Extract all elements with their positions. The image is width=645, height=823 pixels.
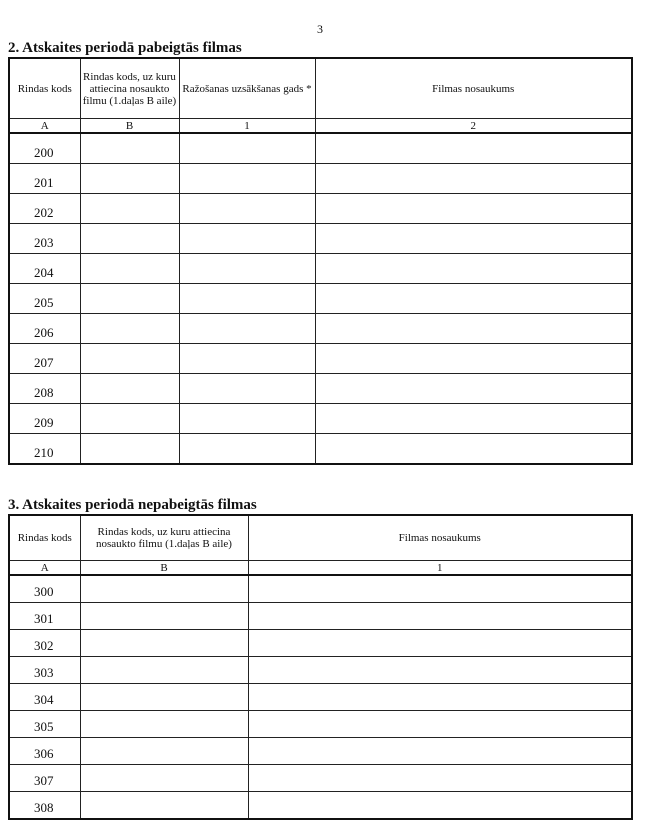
entry-cell[interactable] (80, 284, 179, 314)
table-row (9, 792, 632, 820)
table-row (9, 657, 632, 684)
row-code: 204 (9, 254, 80, 284)
table-row (9, 738, 632, 765)
entry-cell[interactable] (315, 133, 632, 164)
entry-cell[interactable] (179, 314, 315, 344)
table-row (9, 765, 632, 792)
col-letter: 1 (248, 561, 632, 576)
entry-cell[interactable] (80, 630, 248, 657)
row-code: 202 (9, 194, 80, 224)
table-row (9, 711, 632, 738)
entry-cell[interactable] (80, 711, 248, 738)
entry-cell[interactable] (80, 765, 248, 792)
entry-cell[interactable] (80, 603, 248, 630)
entry-cell[interactable] (179, 434, 315, 465)
row-code: 302 (9, 630, 80, 657)
table-row (9, 603, 632, 630)
row-code: 206 (9, 314, 80, 344)
col-letter: 1 (179, 119, 315, 134)
table-row (9, 254, 632, 284)
unfinished-films-table (8, 514, 633, 820)
table-row (9, 374, 632, 404)
col-letter: B (80, 119, 179, 134)
table-header-row (9, 58, 632, 119)
entry-cell[interactable] (80, 314, 179, 344)
entry-cell[interactable] (80, 254, 179, 284)
row-code: 305 (9, 711, 80, 738)
row-code: 306 (9, 738, 80, 765)
entry-cell[interactable] (179, 194, 315, 224)
entry-cell[interactable] (179, 254, 315, 284)
entry-cell[interactable] (248, 792, 632, 820)
entry-cell[interactable] (315, 374, 632, 404)
col-header-row-code: Rindas kods (9, 58, 80, 119)
column-letters-row (9, 561, 632, 576)
finished-films-table (8, 57, 633, 465)
entry-cell[interactable] (248, 630, 632, 657)
section-3-title: 3. Atskaites periodā nepabeigtās filmas (8, 497, 257, 513)
row-code: 207 (9, 344, 80, 374)
entry-cell[interactable] (179, 374, 315, 404)
entry-cell[interactable] (80, 164, 179, 194)
table-row (9, 314, 632, 344)
entry-cell[interactable] (179, 164, 315, 194)
col-letter: B (80, 561, 248, 576)
entry-cell[interactable] (248, 738, 632, 765)
table-row (9, 575, 632, 603)
table-header-row (9, 515, 632, 561)
row-code: 303 (9, 657, 80, 684)
row-code: 209 (9, 404, 80, 434)
entry-cell[interactable] (80, 374, 179, 404)
entry-cell[interactable] (179, 284, 315, 314)
row-code: 308 (9, 792, 80, 820)
entry-cell[interactable] (248, 711, 632, 738)
entry-cell[interactable] (315, 194, 632, 224)
table-row (9, 284, 632, 314)
entry-cell[interactable] (248, 657, 632, 684)
row-code: 201 (9, 164, 80, 194)
table-row (9, 344, 632, 374)
entry-cell[interactable] (80, 434, 179, 465)
entry-cell[interactable] (315, 314, 632, 344)
col-header-production-year: Ražošanas uzsākšanas gads * (179, 58, 315, 119)
table-row (9, 684, 632, 711)
entry-cell[interactable] (80, 792, 248, 820)
entry-cell[interactable] (248, 603, 632, 630)
table-row (9, 434, 632, 465)
entry-cell[interactable] (315, 164, 632, 194)
entry-cell[interactable] (315, 344, 632, 374)
col-letter: A (9, 561, 80, 576)
table-row (9, 224, 632, 254)
section-2-title: 2. Atskaites periodā pabeigtās filmas (8, 40, 242, 56)
entry-cell[interactable] (315, 404, 632, 434)
table-row (9, 164, 632, 194)
table-row (9, 194, 632, 224)
col-header-film-title: Filmas nosaukums (315, 58, 632, 119)
row-code: 203 (9, 224, 80, 254)
entry-cell[interactable] (248, 684, 632, 711)
entry-cell[interactable] (179, 133, 315, 164)
entry-cell[interactable] (179, 404, 315, 434)
entry-cell[interactable] (80, 344, 179, 374)
row-code: 205 (9, 284, 80, 314)
col-header-ref-row-code: Rindas kods, uz kuru attiecina nosaukto filmu (1.daļas B aile) (80, 515, 248, 561)
entry-cell[interactable] (80, 404, 179, 434)
entry-cell[interactable] (80, 657, 248, 684)
page-number: 3 (317, 22, 323, 36)
entry-cell[interactable] (315, 284, 632, 314)
col-header-film-title: Filmas nosaukums (248, 515, 632, 561)
row-code: 200 (9, 133, 80, 164)
row-code: 208 (9, 374, 80, 404)
column-letters-row (9, 119, 632, 134)
entry-cell[interactable] (80, 684, 248, 711)
table-row (9, 404, 632, 434)
row-code: 210 (9, 434, 80, 465)
entry-cell[interactable] (80, 575, 248, 603)
col-letter: 2 (315, 119, 632, 134)
col-letter: A (9, 119, 80, 134)
entry-cell[interactable] (315, 224, 632, 254)
entry-cell[interactable] (80, 194, 179, 224)
entry-cell[interactable] (179, 344, 315, 374)
entry-cell[interactable] (315, 434, 632, 465)
row-code: 307 (9, 765, 80, 792)
entry-cell[interactable] (248, 575, 632, 603)
table-row (9, 133, 632, 164)
col-header-ref-row-code: Rindas kods, uz kuru attiecina nosaukto filmu (1.daļas B aile) (80, 58, 179, 119)
table-row (9, 630, 632, 657)
col-header-row-code: Rindas kods (9, 515, 80, 561)
entry-cell[interactable] (80, 738, 248, 765)
row-code: 301 (9, 603, 80, 630)
row-code: 300 (9, 575, 80, 603)
entry-cell[interactable] (248, 765, 632, 792)
entry-cell[interactable] (315, 254, 632, 284)
entry-cell[interactable] (80, 133, 179, 164)
entry-cell[interactable] (80, 224, 179, 254)
entry-cell[interactable] (179, 224, 315, 254)
row-code: 304 (9, 684, 80, 711)
